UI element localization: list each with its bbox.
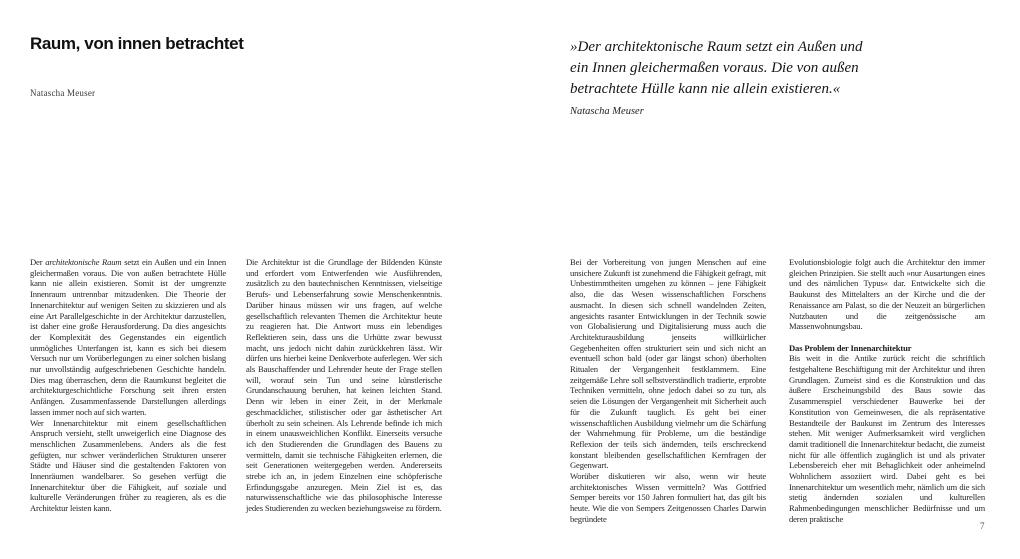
body-paragraph: Bei der Vorbereitung von jungen Menschen auf eine unsichere Zukunft ist zunehmend die Fähigkeit gefragt, mit Unbestimmtheiten umgehen zu können – jene Fähigkeit also, die das Wesen wissenschaftlichen Forschens ausmacht. In diesen sich schnell wandelnden Zeiten, angesichts rasanter Entwicklungen in der Technik sowie von Globalisierung und Digitalisierung muss auch die Architekturausbildung jenseits willkürlicher Gegebenheiten offen strukturiert sein und sich nicht an eventuell schon bald (oder gar längst schon) überholten Ritualen der Vergangenheit festklammern. Eine zeitgemäße Lehre soll selbstverständlich tradierte, erprobte Techniken vermitteln, ohne jedoch dabei so zu tun, als seien die Lösungen der Vergangenheit mit Sicherheit auch für die Zukunft tauglich. Es geht bei einer wissenschaftlichen Ausbildung vielmehr um die Schärfung der Wahrnehmung für Probleme, um die beständige Reflexion der teils sich ändernden, teils erschreckend konstant bleibenden gesellschaftlichen Kernfragen der Gegenwart. — [570, 257, 766, 471]
text-column-3 — [570, 257, 766, 525]
pull-quote-line: betrachtete Hülle kann nie allein existieren.« — [570, 81, 841, 97]
body-paragraph: Evolutionsbiologie folgt auch die Architektur den immer gleichen Prinzipien. Sie stellt auch »nur Ausartungen eines und des nämlichen Typus« dar. Entwickelte sich die Baukunst des Mittelalters an der Kirche und die der Renaissance am Palast, so die der Neuzeit an bürgerlichen Nutzbauten und die zeitgenössische am Massenwohnungsbau. — [789, 257, 985, 332]
section-subheading: Das Problem der Innenarchitektur — [789, 342, 912, 353]
body-paragraph: Bis weit in die Antike zurück reicht die schriftlich festgehaltene Beschäftigung mit der Architektur und ihren Grundlagen. Zumeist sind es die Konstruktion und das äußere Erscheinungsbild des Baus sowie das Zusammenspiel verschiedener Bauwerke bei der Konstitution von Gemeinwesen, die als repräsentative Bestandteile der Baukunst im Zentrum des Interesses stehen. Mit weniger Aufmerksamkeit wird verglichen damit traditionell die Innenarchitektur bedacht, die zumeist nicht für alle öffentlich zugänglich ist und als privater Lebensbereich eher mit Behaglichkeit oder anheimelnd Wohnlichem assoziiert wird. Dabei geht es bei Innenarchitektur um wesentlich mehr, nämlich um die sich stetig ändernden sozialen und kulturellen Rahmenbedingungen menschlicher Bedürfnisse und um deren praktische — [789, 353, 985, 524]
italicized-term: architektonische Raum — [45, 257, 122, 267]
body-paragraph: Die Architektur ist die Grundlage der Bildenden Künste und erfordert vom Entwerfenden wie Ausführenden, zusätzlich zu den bautechnischen Kenntnissen, vielseitige Berufs- und Lebenserfahrung sowie Menschenkenntnis. Darüber hinaus müssen wir uns fragen, auf welche gesellschaftlich relevanten Themen die Architektur heute zu reagieren hat. Die Antwort muss ein lebendiges Reflektieren sein, dass uns die Urhütte zwar bewusst macht, uns jedoch nicht dahin zurückkehren lässt. Wir dürfen uns hierbei keine Denkverbote auferlegen. Wer sich als Bauschaffender und Lehrender heute der Frage stellen will, worauf sein Tun und seine künstlerische Grundanschauung beruhen, hat keinen leichten Stand. Denn wir leben in einer Zeit, in der Merkmale geschmacklicher, stilistischer oder gar ästhetischer Art überholt zu sein scheinen. Als Lehrende befinde ich mich in einem unausweichlichen Konflikt. Einerseits versuche ich den Studierenden die Grundlagen des Bauens zu vermitteln, damit sie technische Fähigkeiten erlernen, die seit Generationen weitergegeben werden. Andererseits strebe ich an, in jedem Einzelnen eine schöpferische Erfindungsgabe anzuregen. Mein Ziel ist es, das naturwissenschaftliche wie das philosophische Interesse jedes Studierenden zu wecken beziehungsweise zu fördern. — [246, 257, 442, 514]
body-paragraph: Worüber diskutieren wir also, wenn wir heute architektonisches Wissen vermitteln? Was Gottfried Semper bereits vor 150 Jahren formuliert hat, das gilt bis heute. Wie die von Sempers Zeitgenossen Charles Darwin begründete — [570, 471, 766, 524]
pull-quote — [570, 37, 1000, 117]
quote-attribution: Natascha Meuser — [570, 106, 644, 117]
text-column-4 — [789, 257, 985, 525]
pull-quote-line: ein Innen gleichermaßen voraus. Die von außen — [570, 60, 859, 76]
body-paragraph: Wer Innenarchitektur mit einem gesellschaftlichen Anspruch versieht, stellt unweigerlich eine Diagnose des menschlichen Zusammenlebens. Anders als die fest gefügten, nur schwer veränderlichen Strukturen unserer Städte und Häuser sind die gestaltenden Faktoren von Innenräumen wandelbarer. So gesehen verfügt die Innenarchitektur über die Fähigkeit, auf soziale und kulturelle Veränderungen früher zu reagieren, als es die Architektur leisten kann. — [30, 417, 226, 514]
text-column-1 — [30, 257, 226, 514]
paragraph-rest-text: setzt ein Außen und ein Innen gleichermaßen voraus. Die von außen betrachtete Hülle kann nie allein existieren. Somit ist der umgrenzte Innenraum untrennbar mitzudenken. Die Theorie der Innenarchitektur auf wenigen Seiten zu skizzieren und als eine Art Parallelgeschichte in der Architektur darzustellen, ist daher eine große Herausforderung. Da dies angesichts der Komplexität des Gegenstandes ein eigentlich unmögliches Unterfangen ist, kann es sich bei diesem Versuch nur um Vorüberlegungen zu einer solchen bislang nur unvollständig aufgeschriebenen Geschichte handeln. Dies mag überraschen, denn die Raumkunst begleitet die architekturgeschichtliche Forschung seit ihren ersten Anfängen. Zusammenfassende Darstellungen allerdings lassen immer noch auf sich warten. — [30, 257, 226, 417]
pull-quote-line: »Der architektonische Raum setzt ein Außen und — [570, 39, 863, 55]
body-paragraph — [30, 257, 226, 418]
page-number: 7 — [980, 521, 985, 531]
page-title: Raum, von innen betrachtet — [30, 34, 244, 53]
paragraph-lead-text: Der — [30, 257, 46, 267]
text-column-2 — [246, 257, 442, 514]
author-byline: Natascha Meuser — [30, 88, 96, 98]
